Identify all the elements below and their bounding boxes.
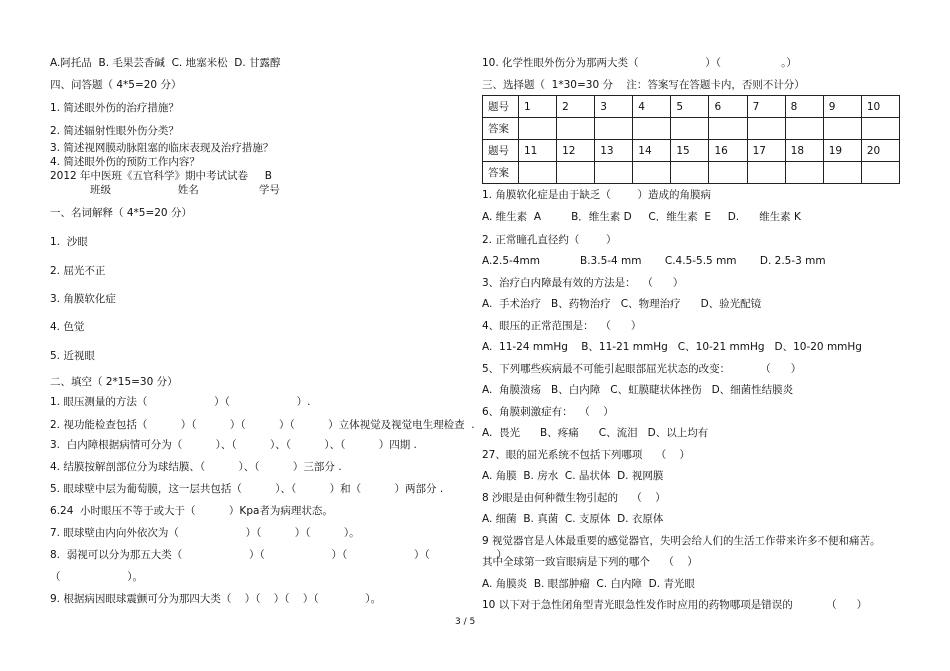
question-line: 3、治疗白内障最有效的方法是： （ ） [482,277,684,289]
q-option-line: A. 角膜溃疡 B、白内障 C、虹膜睫状体挫伤 D、细菌性结膜炎 [482,384,794,396]
answer-cell [709,118,747,140]
table-row [483,162,900,184]
question-line: 2. 简述辐射性眼外伤分类？ [50,125,179,137]
section-heading: 一、名词解释（ 4*5=20 分） [50,207,192,219]
term-item: 4. 色觉 [50,321,85,333]
q-option-line: A. 角膜炎 B. 眼部肿瘤 C. 白内障 D. 青光眼 [482,578,695,590]
answer-cell [785,162,823,184]
answer-cell [785,118,823,140]
table-cell: 17 [747,140,785,162]
q-option-line: A. 维生素 A B．维生素 D C．维生素 E D. 维生素 K [482,211,801,223]
table-row [483,140,900,162]
table-cell: 13 [595,140,633,162]
question-line: 3. 简述视网膜动脉阻塞的临床表现及治疗措施？ [50,142,274,154]
fill-blank-line: 8. 弱视可以分为那五大类（ ）（ ）（ ）（ ） [50,549,507,561]
table-cell: 答案 [483,118,519,140]
table-cell: 11 [519,140,557,162]
table-cell: 题号 [483,140,519,162]
answer-cell [519,118,557,140]
term-item: 5. 近视眼 [50,350,95,362]
q-option-line: A. 细菌 B. 真菌 C. 支原体 D. 衣原体 [482,513,664,525]
table-cell: 19 [823,140,861,162]
student-info-line: 班级 姓名 学号 [50,184,280,196]
answer-cell [671,162,709,184]
table-cell: 15 [671,140,709,162]
table-cell: 5 [671,96,709,118]
table-cell: 18 [785,140,823,162]
table-cell: 12 [557,140,595,162]
question-line: 10 以下对于急性闭角型青光眼急性发作时应用的药物哪项是错误的 （ ） [482,599,868,611]
table-cell: 6 [709,96,747,118]
answer-table [482,95,900,184]
answer-cell [557,162,595,184]
fill-blank-line: 3. 白内障根据病情可分为（ ）、（ ）、（ ）、（ ）四期 . [50,439,417,451]
fill-blank-line: （ ）。 [50,571,144,583]
table-row [483,96,900,118]
page-number: 3 / 5 [455,617,476,627]
answer-cell [709,162,747,184]
answer-cell [747,118,785,140]
table-row [483,118,900,140]
table-cell: 7 [747,96,785,118]
question-line: 9 视觉器官是人体最重要的感觉器官，失明会给人们的生活工作带来许多不便和痛苦。 [482,535,881,547]
answer-cell [823,162,861,184]
answer-cell [633,162,671,184]
answer-cell [595,118,633,140]
fill-blank-line: 9. 根据病因眼球震颤可分为那四大类（ ）（ ）（ ）（ ）。 [50,593,382,605]
section-heading: 四、问答题（ 4*5=20 分） [50,79,182,91]
question-line: 1. 简述眼外伤的治疗措施？ [50,102,179,114]
q-option-line: A. 畏光 B、疼痛 C、流泪 D、以上均有 [482,427,709,439]
answer-cell [557,118,595,140]
fill-blank-line: 7. 眼球壁由内向外依次为（ ）（ ）（ ）。 [50,527,360,539]
table-cell: 14 [633,140,671,162]
table-cell: 16 [709,140,747,162]
table-cell: 3 [595,96,633,118]
answer-cell [519,162,557,184]
q-option-line: A. 11-24 mmHg B、11-21 mmHg C、10-21 mmHg D、10-20 mmHg [482,341,862,353]
table-cell: 10 [861,96,899,118]
fill-blank-line: 5. 眼球壁中层为葡萄膜，这一层共包括（ ）、（ ）和（ ）两部分 . [50,483,444,495]
question-line: 4、眼压的正常范围是： （ ） [482,320,642,332]
exam-title: 2012 年中医班《五官科学》期中考试试卷 B [50,170,272,182]
table-cell: 题号 [483,96,519,118]
fill-blank-line: 2. 视功能检查包括（ ）（ ）（ ）（ ）立体视觉及视觉电生理检查 . [50,419,475,431]
question-line: 8 沙眼是由何种微生物引起的 （ ） [482,492,666,504]
term-item: 2. 屈光不正 [50,265,106,277]
table-cell: 2 [557,96,595,118]
q-option-line: A.阿托品 B. 毛果芸香碱 C. 地塞米松 D. 甘露醇 [50,57,281,69]
answer-cell [747,162,785,184]
term-item: 1. 沙眼 [50,236,88,248]
q-option-line: A. 手术治疗 B、药物治疗 C、物理治疗 D、验光配镜 [482,298,762,310]
question-line: 4. 简述眼外伤的预防工作内容？ [50,156,200,168]
section-heading: 二、填空（ 2*15=30 分） [50,376,178,388]
answer-cell [823,118,861,140]
answer-cell [633,118,671,140]
table-cell: 20 [861,140,899,162]
table-cell: 答案 [483,162,519,184]
question-line: 6、角膜刺激症有： （ ） [482,406,614,418]
answer-cell [861,118,899,140]
question-line: 其中全球第一致盲眼病是下列的哪个 （ ） [482,556,698,568]
fill-blank-line: 10. 化学性眼外伤分为那两大类（ ）（ 。） [482,57,797,69]
fill-blank-line: 1. 眼压测量的方法（ ）（ ）. [50,396,311,408]
q-option-line: A.2.5-4mm B.3.5-4 mm C.4.5-5.5 mm D. 2.5-3 mm [482,255,826,267]
answer-cell [671,118,709,140]
question-line: 1. 角膜软化症是由于缺乏（ ）造成的角膜病 [482,189,712,201]
question-line: 27、眼的屈光系统不包括下列哪项 （ ） [482,449,691,461]
section-heading: 三、选择题（ 1*30=30 分 注：答案写在答题卡内，否则不计分） [482,79,805,91]
table-cell: 9 [823,96,861,118]
term-item: 3. 角膜软化症 [50,293,116,305]
answer-cell [595,162,633,184]
fill-blank-line: 4. 结膜按解剖部位分为球结膜、（ ）、（ ）三部分 . [50,461,342,473]
table-cell: 8 [785,96,823,118]
table-cell: 4 [633,96,671,118]
fill-blank-line: 6.24 小时眼压不等于或大于（ ）Kpa者为病理状态。 [50,505,333,517]
answer-cell [861,162,899,184]
q-option-line: A. 角膜 B. 房水 C. 晶状体 D. 视网膜 [482,470,664,482]
table-cell: 1 [519,96,557,118]
question-line: 2. 正常瞳孔直径约（ ） [482,234,617,246]
question-line: 5、下列哪些疾病最不可能引起眼部屈光状态的改变： （ ） [482,363,802,375]
